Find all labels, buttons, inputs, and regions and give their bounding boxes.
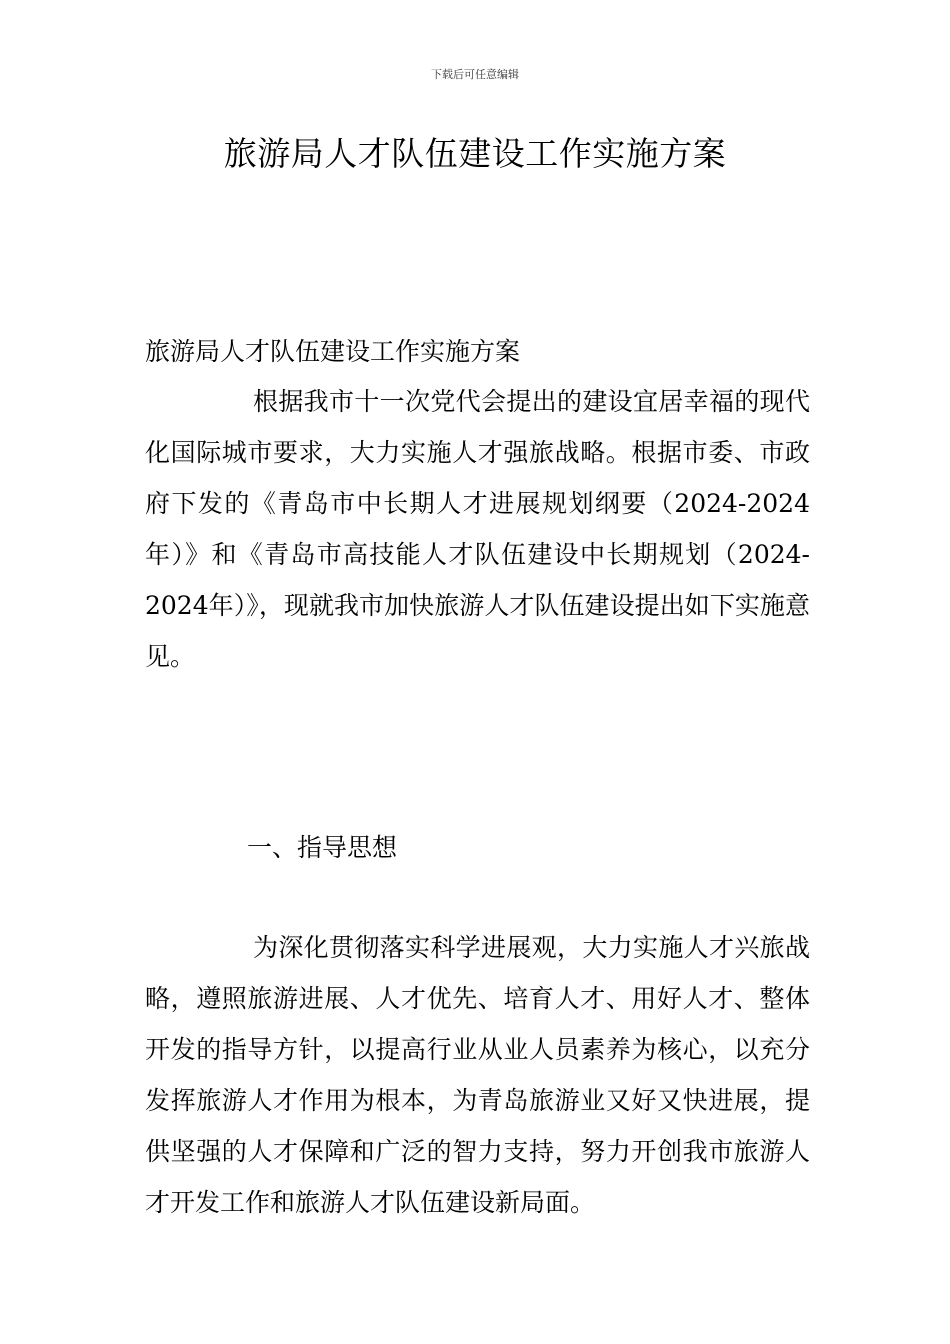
paragraph-guiding-ideology: 为深化贯彻落实科学进展观，大力实施人才兴旅战略，遵照旅游进展、人才优先、培育人才、用好人才、整体开发的指导方针，以提高行业从业人员素养为核心，以充分发挥旅游人才作用为根本，为青岛旅游业又好又快进展，提供坚强的人才保障和广泛的智力支持，努力开创我市旅游人才开发工作和旅游人才队伍建设新局面。	[145, 933, 810, 1217]
paragraph-intro: 根据我市十一次党代会提出的建设宜居幸福的现代化国际城市要求，大力实施人才强旅战略。根据市委、市政府下发的《青岛市中长期人才进展规划纲要（2024-2024年）》和《青岛市高技能人才队伍建设中长期规划（2024-2024年）》，现就我市加快旅游人才队伍建设提出如下实施意见。	[145, 387, 810, 671]
header-note: 下载后可任意编辑	[431, 68, 519, 81]
document-subtitle: 旅游局人才队伍建设工作实施方案	[145, 337, 521, 366]
section-heading-guiding-ideology: 一、指导思想	[247, 833, 398, 862]
document-title: 旅游局人才队伍建设工作实施方案	[223, 134, 727, 173]
